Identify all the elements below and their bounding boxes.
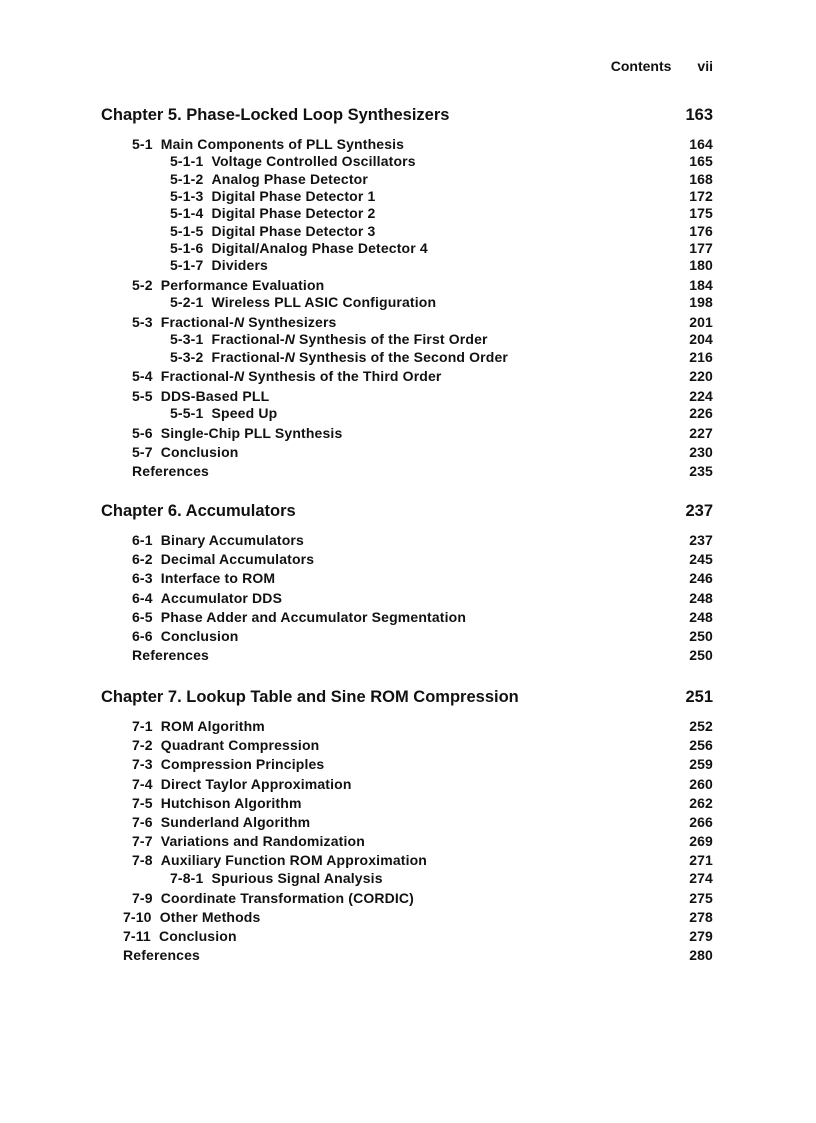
entry-number: 5-1-1 [170,153,204,170]
entry-heading [132,609,466,625]
entry-heading [170,294,436,310]
chapter-title: Chapter 7. Lookup Table and Sine ROM Compression [101,688,519,706]
entry-title: Performance Evaluation [160,276,325,293]
entry-page: 266 [689,814,713,830]
section-entry [132,590,713,606]
entry-page: 172 [689,187,713,204]
section-entry [132,776,713,792]
entry-page: 220 [689,368,713,385]
entry-number: 7-2 [132,737,153,754]
entry-number: 5-4 [132,368,153,385]
entry-heading [170,205,375,221]
entry-number: 5-1-4 [170,205,204,222]
entry-heading [132,314,336,330]
entry-page: 177 [689,239,713,256]
entry-title: Wireless PLL ASIC Configuration [211,294,437,311]
entry-page: 168 [689,170,713,187]
header-label: Contents [610,58,672,74]
entry-number: 5-7 [132,443,153,460]
entry-heading [132,737,319,753]
entry-page: 262 [689,794,713,811]
entry-page: 227 [689,424,713,441]
entry-number: 5-5 [132,387,153,404]
entry-title: Hutchison Algorithm [160,794,302,811]
entry-heading [170,223,375,239]
section-entry [132,136,713,152]
subsection-entry [170,240,713,256]
entry-page: 278 [689,908,713,925]
entry-title: Accumulator DDS [160,589,283,606]
entry-number: 5-2 [132,276,153,293]
entry-title: References [123,947,200,964]
entry-title: Digital Phase Detector 3 [211,222,376,239]
section-entry [132,756,713,772]
entry-title: Conclusion [160,443,239,460]
subsection-entry [170,331,713,347]
entry-number: 7-7 [132,833,153,850]
entry-title: Binary Accumulators [160,532,304,548]
entry-title: Digital/Analog Phase Detector 4 [211,239,428,256]
section-entry [132,570,713,586]
entry-heading [170,870,383,886]
subsection-entry [170,171,713,187]
subsection-entry [170,153,713,169]
entry-page: 248 [689,608,713,625]
entry-page: 237 [689,532,713,548]
references-entry [132,463,713,479]
entry-heading [132,647,209,663]
entry-page: 245 [689,551,713,568]
entry-title: Speed Up [211,404,278,421]
entry-title: DDS-Based PLL [160,387,270,404]
entry-title: Compression Principles [160,756,325,773]
entry-number: 5-5-1 [170,404,204,421]
entry-number: 6-6 [132,628,153,644]
entry-heading [132,425,342,441]
entry-number: 6-5 [132,608,153,625]
section-entry [123,909,713,925]
entry-title: Spurious Signal Analysis [211,869,383,886]
entry-title: Interface to ROM [160,570,276,587]
entry-page: 250 [689,647,713,664]
references-entry [123,947,713,963]
entry-title: Voltage Controlled Oscillators [211,153,416,170]
header-page-number: vii [697,58,713,74]
entry-number: 5-1-3 [170,187,204,204]
section-entry [132,833,713,849]
section-entry [132,388,713,404]
entry-page: 176 [689,222,713,239]
entry-heading [132,532,304,548]
entry-number: 6-2 [132,551,153,568]
section-entry [132,852,713,868]
entry-title: Digital Phase Detector 2 [211,205,376,222]
entry-page: 226 [689,404,713,421]
entry-number: 5-2-1 [170,294,204,311]
subsection-entry [170,223,713,239]
entry-number: 5-3 [132,314,153,330]
entry-heading [132,590,282,606]
entry-heading [132,795,302,811]
entry-heading [123,947,200,963]
chapter-page: 251 [685,688,713,706]
chapter-page: 163 [685,106,713,124]
entry-page: 204 [689,331,713,348]
section-entry [132,277,713,293]
section-entry [132,718,713,734]
subsection-entry [170,405,713,421]
entry-title: Coordinate Transformation (CORDIC) [160,889,414,906]
entry-title: Phase Adder and Accumulator Segmentation [160,608,467,625]
entry-page: 246 [689,570,713,587]
entry-title: Conclusion [160,628,239,644]
running-header [611,58,713,74]
subsection-entry [170,349,713,365]
entry-heading [123,928,237,944]
subsection-entry [170,870,713,886]
entry-heading [132,718,265,734]
entry-page: 175 [689,205,713,222]
entry-heading [132,463,209,479]
section-entry [132,628,713,644]
entry-heading [132,756,324,772]
entry-number: 7-9 [132,889,153,906]
chapter-heading [101,502,713,521]
section-entry [132,444,713,460]
entry-heading [132,551,314,567]
entry-heading [132,570,275,586]
entry-heading [132,814,310,830]
subsection-entry [170,257,713,273]
section-entry [123,928,713,944]
entry-page: 260 [689,775,713,792]
entry-number: 7-10 [123,908,152,925]
entry-number: 5-1-5 [170,222,204,239]
section-entry [132,890,713,906]
entry-heading [170,240,428,256]
subsection-entry [170,294,713,310]
chapter-title: Chapter 5. Phase-Locked Loop Synthesizers [101,106,450,124]
entry-title: Variations and Randomization [160,833,365,850]
entry-number: 7-1 [132,718,153,734]
entry-number: 7-3 [132,756,153,773]
entry-title: Dividers [211,257,268,274]
entry-number: 5-1-2 [170,170,204,187]
entry-page: 274 [689,869,713,886]
entry-heading [132,136,404,152]
entry-heading [132,852,427,868]
section-entry [132,532,713,548]
entry-title: Sunderland Algorithm [160,814,311,830]
entry-page: 235 [689,463,713,480]
entry-page: 252 [689,718,713,734]
entry-heading [132,776,352,792]
entry-number: 5-1 [132,136,153,152]
entry-page: 275 [689,889,713,906]
section-entry [132,425,713,441]
section-entry [132,814,713,830]
entry-page: 271 [689,852,713,869]
entry-number: 7-8 [132,852,153,869]
entry-heading [170,257,268,273]
entry-title: Direct Taylor Approximation [160,775,352,792]
entry-title: References [132,463,209,480]
section-entry [132,609,713,625]
entry-page: 248 [689,589,713,606]
entry-heading [132,444,239,460]
entry-number: 7-11 [123,927,151,944]
entry-title: Auxiliary Function ROM Approximation [160,852,428,869]
entry-title: ROM Algorithm [160,718,265,734]
entry-heading [132,368,442,384]
entry-page: 224 [689,387,713,404]
entry-heading [170,405,277,421]
chapter-heading [101,106,713,125]
entry-number: 7-5 [132,794,153,811]
entry-heading [132,628,239,644]
entry-number: 5-1-7 [170,257,204,274]
entry-page: 230 [689,443,713,460]
entry-number: 6-3 [132,570,153,587]
section-entry [132,368,713,384]
entry-heading [170,188,375,204]
references-entry [132,647,713,663]
section-entry [132,795,713,811]
entry-number: 7-8-1 [170,869,204,886]
entry-page: 180 [689,257,713,274]
entry-title: Fractional-N Synthesis of the Third Order [160,368,442,385]
entry-number: 7-4 [132,775,153,792]
entry-page: 256 [689,737,713,754]
chapter-title: Chapter 6. Accumulators [101,502,296,520]
entry-title: Digital Phase Detector 1 [211,187,376,204]
entry-title: Fractional-N Synthesis of the First Order [211,331,488,348]
entry-page: 250 [689,628,713,644]
entry-number: 5-1-6 [170,239,204,256]
entry-title: Fractional-N Synthesis of the Second Order [211,348,509,365]
entry-page: 201 [689,314,713,330]
entry-page: 269 [689,833,713,850]
subsection-entry [170,205,713,221]
entry-title: Single-Chip PLL Synthesis [160,424,343,441]
entry-title: Conclusion [158,927,237,944]
entry-page: 165 [689,153,713,170]
entry-page: 280 [689,947,713,964]
section-entry [132,551,713,567]
chapter-heading [101,688,713,707]
section-entry [132,737,713,753]
entry-heading [123,909,260,925]
entry-page: 164 [689,136,713,152]
entry-heading [170,331,488,347]
entry-page: 184 [689,276,713,293]
entry-heading [132,833,365,849]
section-entry [132,314,713,330]
entry-page: 216 [689,348,713,365]
entry-title: Fractional-N Synthesizers [160,314,337,330]
entry-number: 7-6 [132,814,153,830]
entry-number: 5-6 [132,424,153,441]
entry-title: References [132,647,209,664]
entry-heading [170,349,508,365]
entry-number: 5-3-1 [170,331,204,348]
entry-page: 198 [689,294,713,311]
entry-page: 259 [689,756,713,773]
entry-title: Other Methods [159,908,261,925]
entry-heading [170,153,416,169]
entry-page: 279 [689,927,713,944]
entry-title: Main Components of PLL Synthesis [160,136,405,152]
entry-title: Analog Phase Detector [211,170,368,187]
entry-number: 5-3-2 [170,348,204,365]
entry-heading [132,277,324,293]
entry-heading [132,388,269,404]
subsection-entry [170,188,713,204]
chapter-page: 237 [685,502,713,520]
entry-title: Decimal Accumulators [160,551,315,568]
entry-heading [170,171,368,187]
entry-number: 6-4 [132,589,153,606]
entry-title: Quadrant Compression [160,737,320,754]
entry-heading [132,890,414,906]
entry-number: 6-1 [132,532,153,548]
